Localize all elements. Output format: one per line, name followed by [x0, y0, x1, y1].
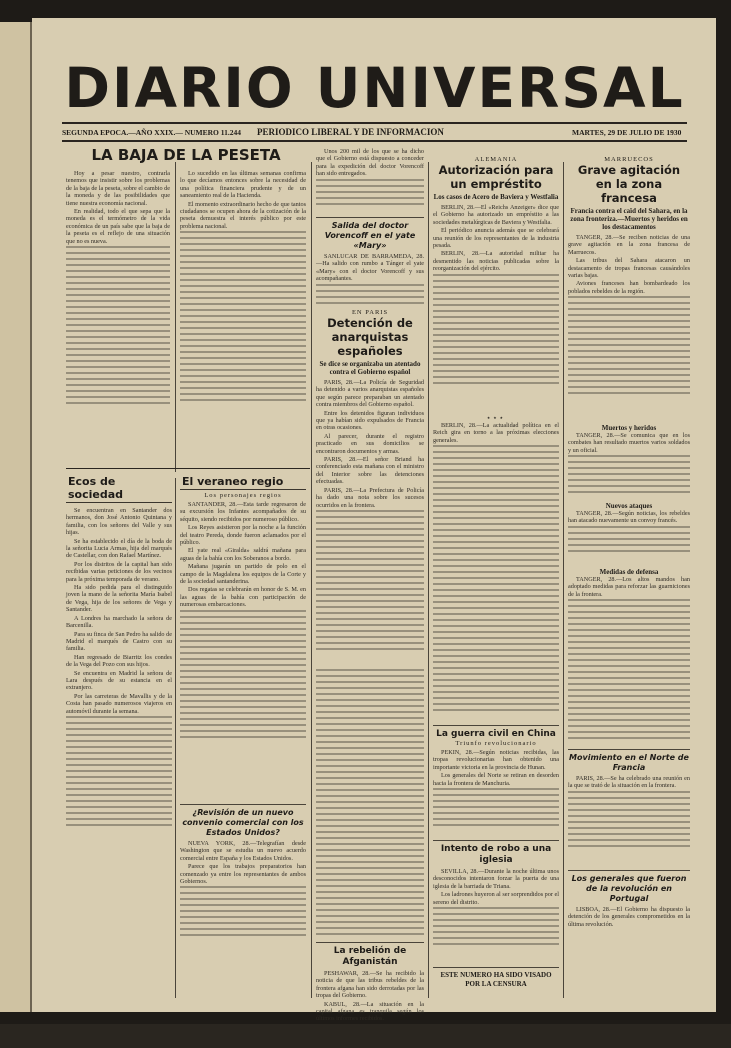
- paragraph: BERLIN, 28.—El «Reichs Anzeiger» dice que el Gobierno ha autorizado un empréstito a las sociedades metalúrgicas de Baviera y Westfalia.: [433, 204, 559, 226]
- china-text: [433, 749, 559, 837]
- column-four: [433, 156, 559, 989]
- anarquistas-headline: Detención de anarquistas españoles: [327, 316, 413, 358]
- paragraph: Hoy a pesar nuestro, contrarla tenemos que insistir sobre los problemas de la baja de la peseta, sobre el cambio de la moneda y de las posibilidades que tiene nuestra economía nacional.: [66, 170, 170, 207]
- paragraph: Aviones franceses han bombardeado los poblados rebeldes de la región.: [568, 280, 690, 295]
- paragraph: Por los distritos de la capital han sido recibidas varias peticiones de los vecinos para la próxima temporada de verano.: [66, 560, 172, 583]
- revision-headline: ¿Revisión de un nuevo convenio comercial con los Estados Unidos?: [182, 808, 304, 837]
- paragraph: SANTANDER, 28.—Esta tarde regresaron de su excursión los Infantes acompañados de su séquito, siendo recibidos por numeroso público.: [180, 501, 306, 523]
- paragraph: TANGER, 28.—Según noticias, los rebeldes han atacado nuevamente un convoy francés.: [568, 510, 690, 525]
- col3-more-text: [316, 669, 424, 939]
- paragraph: Parece que los trabajos preparatorios han comenzado ya entre los representantes de ambos Gobiernos.: [180, 863, 306, 886]
- paragraph: Lo sucedido en las últimas semanas confirma lo que decíamos entonces sobre la necesidad de una política financiera prudente y de un saneamiento real de la Hacienda.: [180, 170, 306, 200]
- masthead-rule-top: [62, 122, 687, 124]
- text-block: [568, 296, 690, 396]
- censor-notice: ESTE NUMERO HA SIDO VISADO POR LA CENSURA: [440, 971, 552, 988]
- text-block: [568, 791, 690, 851]
- paragraph: NUEVA YORK, 28.—Telegrafían desde Washington que se estudia un nuevo acuerdo comercial entre España y los Estados Unidos.: [180, 840, 306, 862]
- anarquistas-text: [316, 379, 424, 669]
- paragraph: Dos regatas se celebrarán en honor de S. M. en las aguas de la bahía con participación de numerosas embarcaciones.: [180, 586, 306, 609]
- divider: [433, 967, 559, 968]
- vorencoff-headline: Salida del doctor Vorencoff en el yate «Mary»: [324, 221, 416, 250]
- text-block: [180, 610, 306, 740]
- paragraph: En realidad, todo el que sepa que la moneda es el termómetro de la vida económica de un país sabe que la baja de la peseta es el reflejo de una situación que no es nueva.: [66, 208, 170, 245]
- paragraph: SEVILLA, 28.—Durante la noche última unos desconocidos intentaron forzar la puerta de una iglesia de la barriada de Triana.: [433, 868, 559, 890]
- anarquistas-dek: Se dice se organizaba un atentado contra el Gobierno español: [319, 360, 421, 376]
- paragraph: Los generales del Norte se retiran en desorden hacia la frontera de Manchuria.: [433, 772, 559, 787]
- text-block: [316, 669, 424, 939]
- text-block: [66, 716, 172, 826]
- ecos-section: [66, 474, 172, 925]
- norte-text: [568, 775, 690, 867]
- left-page-edge: [0, 22, 32, 1012]
- alemania-text: [433, 422, 559, 722]
- paragraph: PARIS, 28.—La Policía de Seguridad ha detenido a varios anarquistas españoles que según parece preparaban un atentado contra miembros del Gobierno español.: [316, 379, 424, 409]
- column-three: [316, 148, 424, 1048]
- paragraph: Por las carreteras de Mavallis y de la Costa han pasado numerosos viajeros en automóvil durante la semana.: [66, 692, 172, 715]
- paris-kicker: EN PARIS: [351, 309, 389, 316]
- paragraph: Se encuentra en Madrid la señora de Lara después de su estancia en el extranjero.: [66, 669, 172, 692]
- paragraph: Ha sido pedida para el distinguido joven la mano de la señorita María Isabel de Vega, hija de los señores de Vega y Santander.: [66, 584, 172, 614]
- ecos-headline: Ecos de sociedad: [66, 474, 172, 503]
- afganistan-headline: La rebelión de Afganistán: [333, 946, 407, 967]
- text-block: [316, 284, 424, 304]
- text-block: [66, 246, 170, 406]
- column-five: [568, 156, 690, 968]
- paragraph: El periódico anuncia además que se celebrará una reunión de los representantes de la industria pesada.: [433, 227, 559, 250]
- paragraph: TANGER, 28.—Se reciben noticias de una grave agitación en la zona francesa de Marruecos.: [568, 234, 690, 256]
- column-rule: [311, 162, 312, 998]
- separator-stars: ⋆⋆⋆: [486, 414, 506, 422]
- divider: [180, 804, 306, 805]
- text-block: [180, 886, 306, 936]
- china-kicker: Triunfo revolucionario: [455, 740, 537, 747]
- robo-text: [433, 868, 559, 964]
- emprestito-dek: Los casos de Acero de Baviera y Westfalia: [433, 193, 559, 201]
- text-block: [316, 510, 424, 650]
- divider: [316, 217, 424, 218]
- paragraph: Mañana jugarán un partido de polo en el campo de la Magdalena los equipos de la Corte y de la sociedad santanderina.: [180, 563, 306, 586]
- paragraph: BERLIN, 28.—La autoridad militar ha desmentido las noticias publicadas sobre la reorganización del ejército.: [433, 250, 559, 273]
- tagline: PERIODICO LIBERAL Y DE INFORMACION: [257, 127, 444, 137]
- veraneo-headline: El veraneo regio: [180, 474, 306, 490]
- divider: [568, 749, 690, 750]
- column-rule: [175, 478, 176, 998]
- paragraph: LISBOA, 28.—El Gobierno ha dispuesto la detención de los generales comprometidos en la última revolución.: [568, 906, 690, 928]
- divider: [316, 942, 424, 943]
- divider: [433, 840, 559, 841]
- veraneo-kicker: Los personajes regios: [204, 492, 282, 499]
- edition-line: SEGUNDA EPOCA.—AÑO XXIX.— NUMERO 11.244: [62, 128, 241, 137]
- norte-headline: Movimiento en el Norte de Francia: [569, 753, 689, 772]
- paragraph: Las tribus del Sahara atacaron un destacamento de tropas francesas causándoles varias bajas.: [568, 257, 690, 280]
- text-block: [568, 599, 690, 739]
- column-rule: [175, 162, 176, 472]
- paragraph: Se encuentran en Santander dos hermanos, don José Antonio Quintana y familia, con los señores del Valle y sus hijas.: [66, 507, 172, 537]
- lead-article: [66, 146, 306, 164]
- text-block: [433, 788, 559, 828]
- paragraph: Unos 200 mil de los que se ha dicho que el Gobierno está dispuesto a conceder para la expedición del doctor Vorencoff han sido entregados.: [316, 148, 424, 178]
- text-block: [180, 231, 306, 401]
- paragraph: PARIS, 28.—El señor Briand ha conferenciado esta mañana con el ministro del Interior sobre las detenciones efectuadas.: [316, 456, 424, 486]
- paragraph: El yate real «Giralda» saldrá mañana para aguas de la bahía con los Soberanos a bordo.: [180, 547, 306, 562]
- defensa-headline: Medidas de defensa: [599, 568, 659, 576]
- robo-headline: Intento de robo a una iglesia: [440, 844, 552, 865]
- china-headline: La guerra civil en China: [436, 729, 556, 739]
- paragraph: Entre los detenidos figuran individuos que ya habían sido expulsados de Francia en otras ocasiones.: [316, 409, 424, 432]
- paragraph: Para su finca de San Pedro ha salido de Madrid el marqués de Castro con su familia.: [66, 630, 172, 653]
- portugal-text: [568, 906, 690, 968]
- text-block: [316, 179, 424, 209]
- paragraph: El momento extraordinario hecho de que tantos ciudadanos se ocupen ahora de la cotización de la peseta demuestra el interés público por este problema nacional.: [180, 200, 306, 230]
- agitacion-headline: Grave agitación en la zona francesa: [577, 163, 681, 205]
- emprestito-text: [433, 204, 559, 414]
- paragraph: PARIS, 28.—La Prefectura de Policía ha dado una nota sobre los sucesos ocurridos en la frontera.: [316, 486, 424, 509]
- agitacion-text: [568, 234, 690, 424]
- paragraph: PARIS, 28.—Se ha celebrado una reunión en la que se trató de la situación en la frontera.: [568, 775, 690, 790]
- muertos-headline: Muertos y heridos: [601, 424, 657, 432]
- ataques-headline: Nuevos ataques: [605, 502, 653, 510]
- agitacion-dek: Francia contra el caïd del Sahara, en la zona fronteriza.—Muertos y heridos en los destacamentos: [570, 207, 688, 231]
- paragraph: BERLIN, 28.—La actualidad política en el Reich gira en torno a las próximas elecciones generales.: [433, 422, 559, 444]
- text-block: [568, 455, 690, 495]
- emprestito-headline: Autorización para un empréstito: [438, 163, 554, 191]
- paragraph: Se ha establecido el día de la boda de la señorita Lucia Armas, hija del marqués de Castellar, con don Rafael Martínez.: [66, 537, 172, 560]
- afganistan-text: [316, 970, 424, 1048]
- alemania-kicker: ALEMANIA: [474, 156, 518, 163]
- paragraph: PEKIN, 28.—Según noticias recibidas, las tropas revolucionarias han obtenido una importante victoria en la provincia de Hunan.: [433, 749, 559, 771]
- portugal-headline: Los generales que fueron de la revolución en Portugal: [571, 874, 687, 903]
- divider: [433, 725, 559, 726]
- paragraph: TANGER, 28.—Los altos mandos han adoptado medidas para reforzar las guarniciones de la frontera.: [568, 576, 690, 598]
- paragraph: SANLUCAR DE BARRAMEDA, 28.—Ha salido con rumbo a Tánger el yate «Mary» con el doctor Vorencoff y sus acompañantes.: [316, 253, 424, 283]
- ecos-text: [66, 507, 172, 925]
- muertos-text: [568, 432, 690, 502]
- ataques-text: [568, 510, 690, 568]
- text-block: [433, 907, 559, 947]
- lead-headline: LA BAJA DE LA PESETA: [91, 146, 281, 164]
- paragraph: PESHAWAR, 28.—Se ha recibido la noticia de que las tribus rebeldes de la frontera afgana han sido derrotadas por las tropas del Gobierno.: [316, 970, 424, 1000]
- veraneo-text: [180, 501, 306, 801]
- text-block: [433, 445, 559, 715]
- paragraph: TANGER, 28.—Se comunica que en los combates han resultado muertos varios soldados y un oficial.: [568, 432, 690, 454]
- issue-date: MARTES, 29 DE JULIO DE 1930: [572, 128, 682, 137]
- col3-intro-text: [316, 148, 424, 214]
- column-rule: [563, 162, 564, 998]
- masthead-rule-bottom: [62, 140, 687, 142]
- paragraph: Los Reyes asistieron por la noche a la función del teatro Pereda, donde fueron aclamados por el público.: [180, 524, 306, 547]
- vorencoff-text: [316, 253, 424, 305]
- column-rule: [428, 162, 429, 998]
- marruecos-kicker: MARRUECOS: [604, 156, 654, 163]
- section-rule: [66, 468, 310, 469]
- paragraph: Los ladrones huyeron al ser sorprendidos por el sereno del distrito.: [433, 891, 559, 906]
- lead-text-right: [180, 170, 306, 455]
- paragraph: Al parecer, durante el registro practicado en sus domicilios se encontraron documentos y armas.: [316, 432, 424, 455]
- newspaper-page: [32, 18, 716, 1023]
- paragraph: A Londres ha marchado la señora de Barcenilla.: [66, 614, 172, 630]
- text-block: [568, 526, 690, 556]
- text-block: [433, 274, 559, 384]
- paragraph: Han regresado de Biarritz los condes de la Vega del Pozo con sus hijos.: [66, 653, 172, 669]
- divider: [568, 870, 690, 871]
- masthead-title: DIARIO UNIVERSAL: [64, 56, 685, 120]
- paragraph: KABUL, 28.—La situación en la capital afgana es tranquila según los últimos informes recibidos.: [316, 1000, 424, 1023]
- lead-text-left: [66, 170, 170, 455]
- defensa-text: [568, 576, 690, 746]
- veraneo-section: [180, 474, 306, 940]
- revision-text: [180, 840, 306, 940]
